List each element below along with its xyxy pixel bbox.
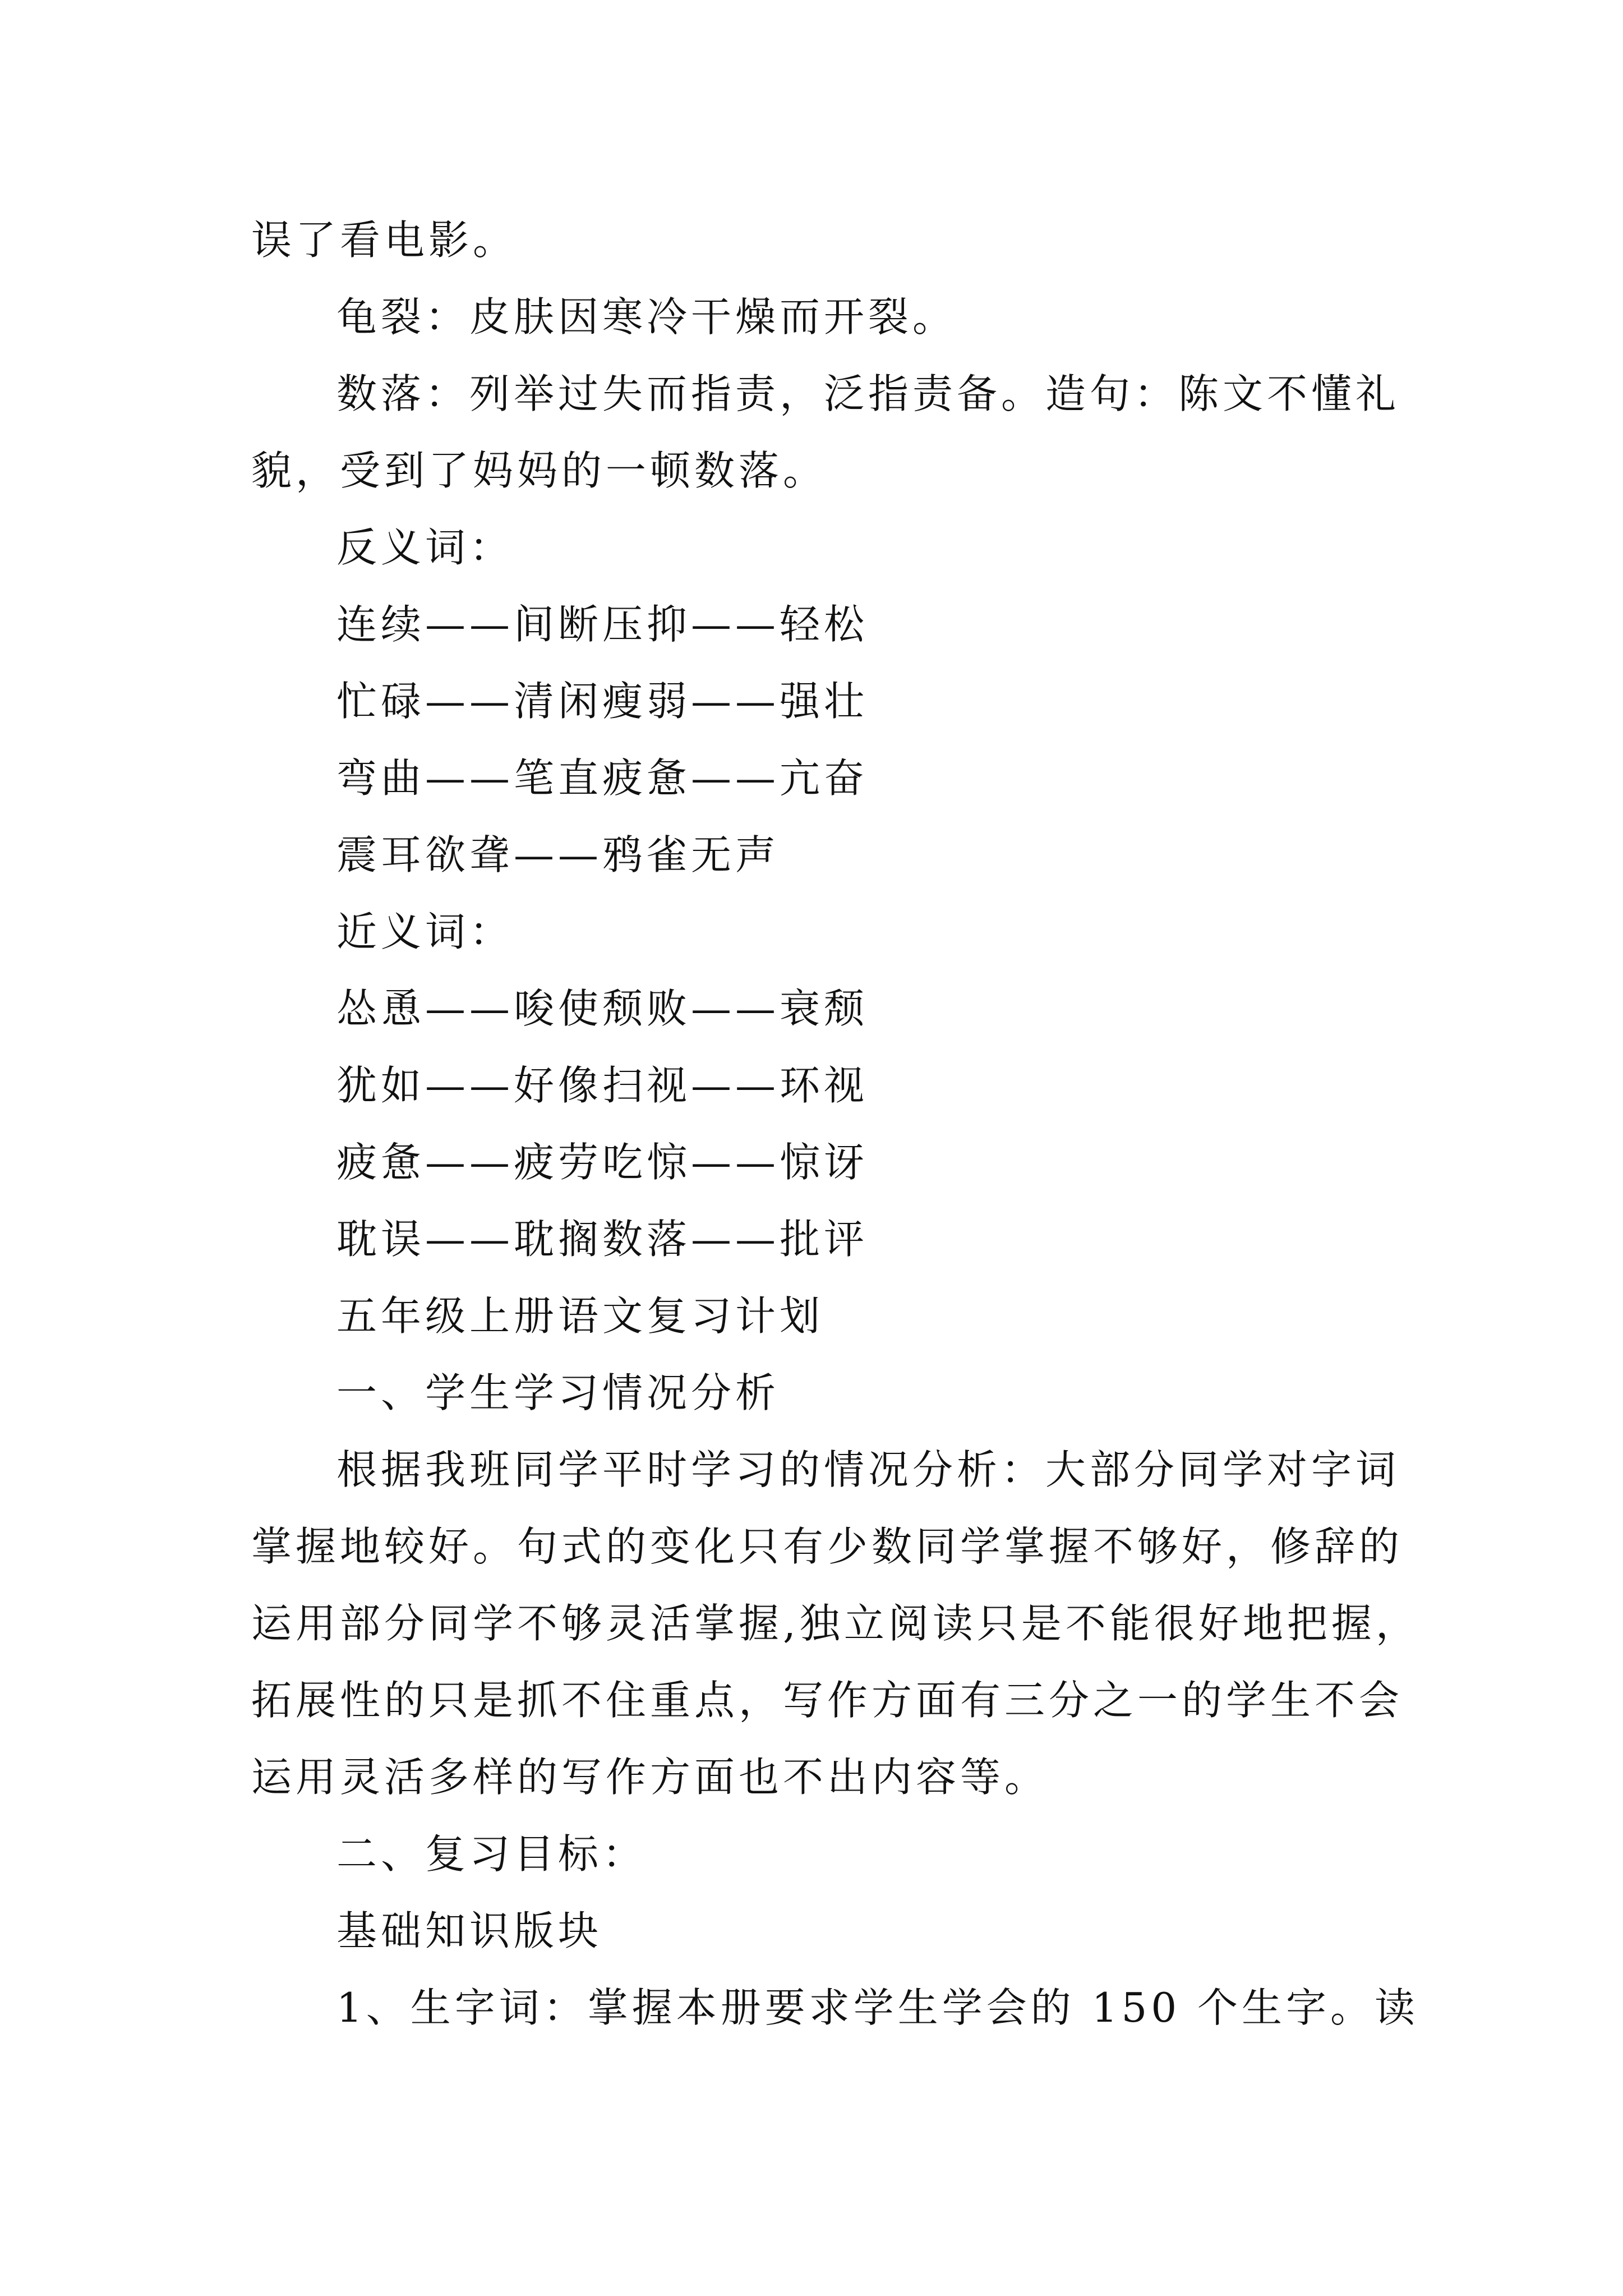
definition-shuluo: 数落：列举过失而指责，泛指责备。造句：陈文不懂礼 (336, 370, 1400, 417)
synonym-pair: 疲惫——疲劳吃惊——惊讶 (336, 1139, 869, 1186)
synonym-pair: 怂恿——唆使颓败——衰颓 (336, 985, 869, 1032)
paragraph-line: 拓展性的只是抓不住重点，写作方面有三分之一的学生不会 (251, 1677, 1404, 1724)
synonym-pair: 犹如——好像扫视——环视 (336, 1062, 869, 1109)
antonyms-heading: 反义词： (336, 524, 514, 571)
antonym-pair: 弯曲——笔直疲惫——亢奋 (336, 754, 869, 802)
synonyms-heading: 近义词： (336, 908, 514, 955)
antonym-pair: 连续——间断压抑——轻松 (336, 601, 869, 648)
synonym-pair: 耽误——耽搁数落——批评 (336, 1216, 869, 1263)
section-heading-analysis: 一、学生学习情况分析 (336, 1369, 780, 1416)
text-line: 貌，受到了妈妈的一顿数落。 (251, 447, 828, 494)
paragraph-line: 根据我班同学平时学习的情况分析：大部分同学对字词 (336, 1446, 1400, 1493)
section-heading-goals: 二、复习目标： (336, 1830, 647, 1878)
subsection-heading: 基础知识版块 (336, 1907, 603, 1954)
definition-guilie: 龟裂：皮肤因寒冷干燥而开裂。 (336, 293, 957, 341)
text-line: 误了看电影。 (251, 217, 518, 264)
paragraph-line: 掌握地较好。句式的变化只有少数同学掌握不够好，修辞的 (251, 1523, 1404, 1570)
paragraph-line: 运用灵活多样的写作方面也不出内容等。 (251, 1754, 1049, 1801)
document-body (251, 202, 1420, 2046)
antonym-pair: 震耳欲聋——鸦雀无声 (336, 831, 780, 878)
list-item: 1、生字词：掌握本册要求学生学会的 150 个生字。读 (336, 1984, 1419, 2031)
paragraph-line: 运用部分同学不够灵活掌握,独立阅读只是不能很好地把握， (251, 1600, 1420, 1647)
antonym-pair: 忙碌——清闲瘦弱——强壮 (336, 678, 869, 725)
section-title: 五年级上册语文复习计划 (336, 1292, 824, 1340)
